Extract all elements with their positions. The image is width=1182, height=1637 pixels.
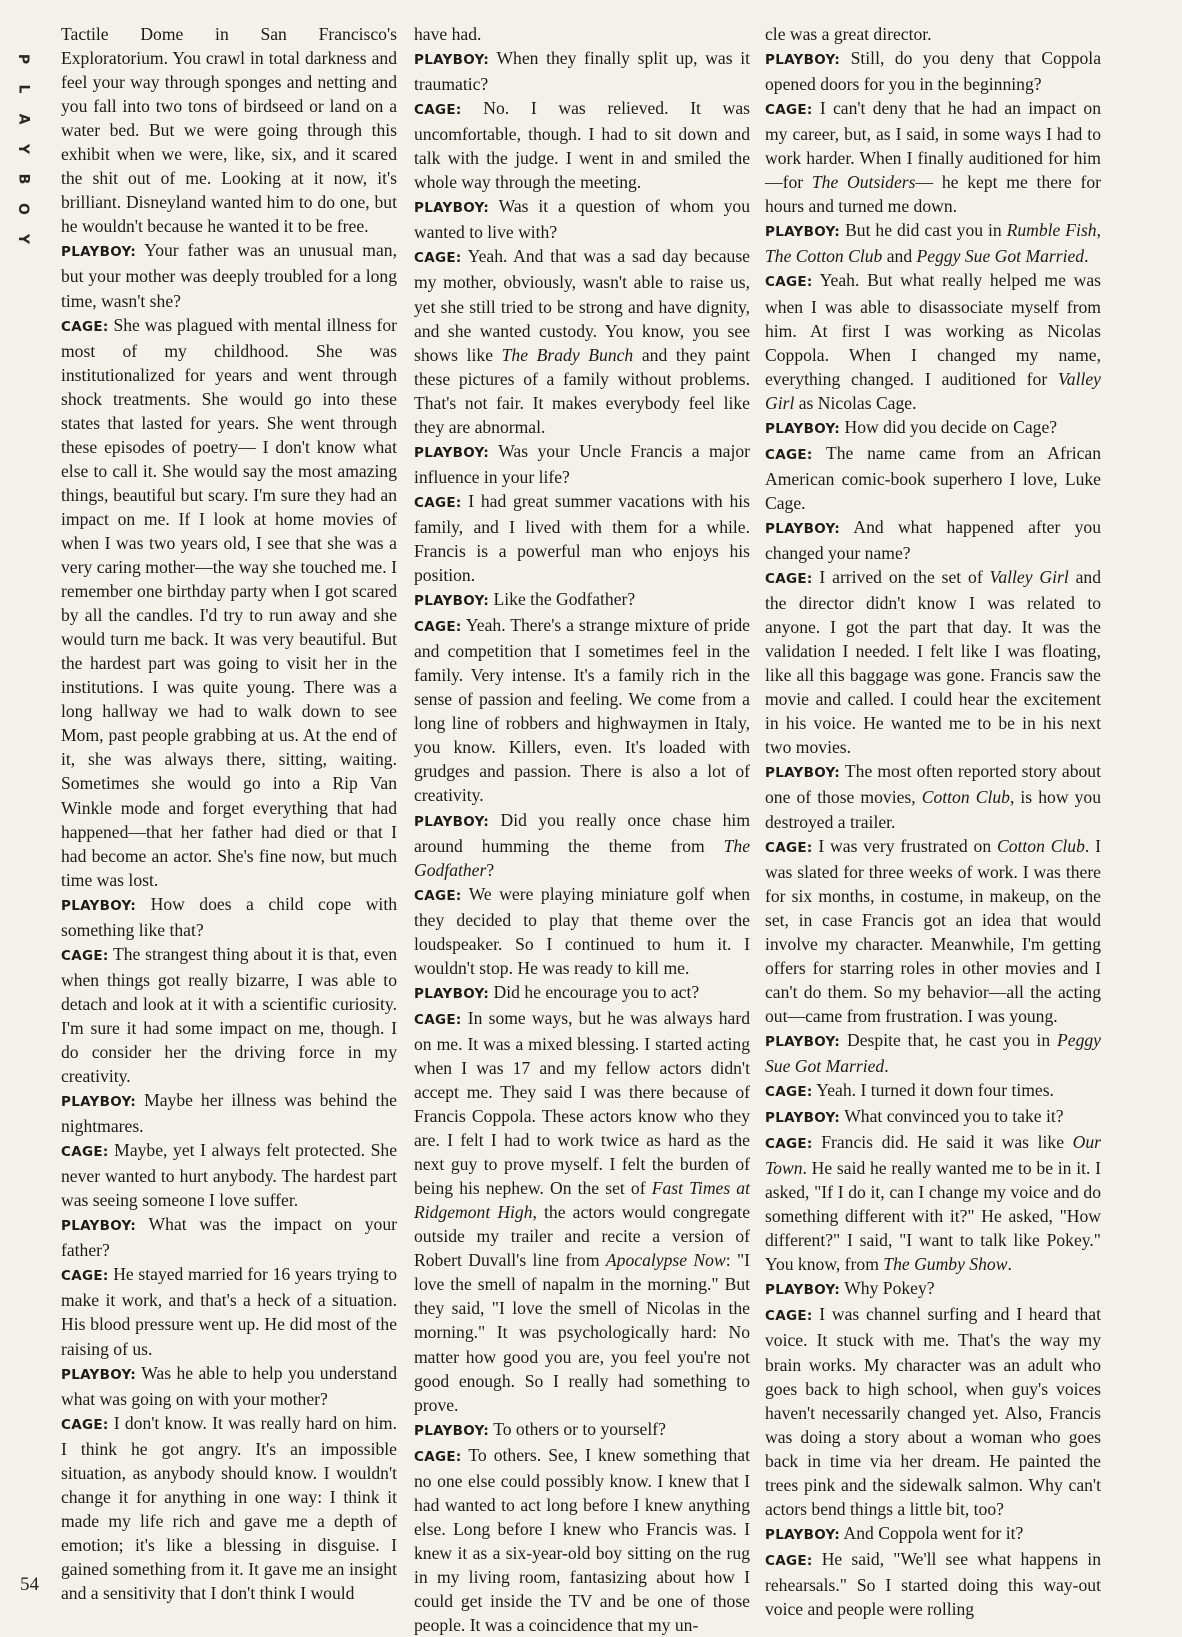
paragraph: CAGE: He said, "We'll see what happens in rehearsals." So I started doing this way-out voice and people were rolling [765,1548,1101,1619]
paragraph: CAGE: Yeah. But what really helped me was when I was able to disassociate myself from him. At first I was working as Nicolas Coppola. When I changed my name, everything changed. I auditioned for Valley Girl as Nicolas Cage. [765,270,1101,413]
paragraph: CAGE: I arrived on the set of Valley Girl and the director didn't know I was related to anyone. I got the part that day. It was the validation I needed. I felt like I was floating, like all this baggage was gone. Francis saw the movie and called. I could hear the excitement in his voice. He wanted me to be in his next two movies. [765,567,1101,758]
article-columns [61,22,1168,1636]
paragraph: CAGE: The name came from an African American comic-book superhero I love, Luke Cage. [765,442,1101,513]
paragraph: PLAYBOY: Your father was an unusual man, but your mother was deeply troubled for a long time, wasn't she? [61,240,397,311]
paragraph: PLAYBOY: Was your Uncle Francis a major influence in your life? [414,440,750,487]
paragraph: PLAYBOY: What was the impact on your father? [61,1214,397,1261]
page-number: 54 [20,1574,39,1595]
paragraph: PLAYBOY: Still, do you deny that Coppola opened doors for you in the beginning? [765,48,1101,95]
paragraph: CAGE: I can't deny that he had an impact on my career, but, as I said, in some ways I had to work harder. When I finally auditioned for him—for The Outsiders— he kept me there for hours and turned me down. [765,98,1102,217]
paragraph: PLAYBOY: What convinced you to take it? [765,1106,1064,1127]
paragraph: CAGE: No. I was relieved. It was uncomfortable, though. I had to sit down and talk with the judge. I went in and smiled the whole way through the meeting. [414,98,750,193]
column-1 [61,22,397,1605]
paragraph: CAGE: Yeah. There's a strange mixture of pride and competition that I sometimes feel in the family. Very intense. It's a family rich in the sense of passion and feeling. We come from a long line of robbers and highwaymen in Italy, you know. Killers, even. It's loaded with grudges and passion. There is also a lot of creativity. [414,615,750,806]
paragraph: CAGE: Yeah. I turned it down four times. [765,1080,1054,1101]
paragraph: CAGE: In some ways, but he was always hard on me. It was a mixed blessing. I started acting when I was 17 and my fellow actors didn't accept me. They said I was there because of Francis Coppola. These actors know who they are. I felt I had to work twice as hard as the next guy to prove myself. I felt the burden of being his nephew. On the set of Fast Times at Ridgemont High, the actors would congregate outside my trailer and recite a version of Robert Duvall's line from Apocalypse Now: "I love the smell of napalm in the morning." But they said, "I love the smell of Nicolas in the morning." It was psychologically hard: No matter how good you are, you feel you're not good enough. So I really had something to prove. [414,1007,751,1415]
paragraph: PLAYBOY: Despite that, he cast you in Peggy Sue Got Married. [765,1029,1101,1076]
sidebar-letter: B [14,173,31,185]
paragraph: CAGE: I had great summer vacations with his family, and I lived with them for a while. Francis is a powerful man who enjoys his position. [414,490,750,586]
sidebar-letter: O [15,203,31,215]
paragraph: CAGE: Yeah. And that was a sad day because my mother, obviously, wasn't able to raise us, yet she still tried to be strong and have dignity, and she wanted custody. You know, you see shows like The Brady Bunch and they paint these pictures of a family without problems. That's not fair. It makes everybody feel like they are abnormal. [414,246,750,437]
sidebar-letter: Y [14,143,31,155]
sidebar-letter: Y [14,233,31,245]
paragraph: PLAYBOY: Did he encourage you to act? [414,981,700,1002]
paragraph: CAGE: He stayed married for 16 years trying to make it work, and that's a heck of a situation. His blood pressure went up. He did most of the raising of us. [61,1264,397,1359]
paragraph: PLAYBOY: Maybe her illness was behind the nightmares. [61,1090,397,1137]
paragraph: PLAYBOY: How does a child cope with something like that? [61,893,397,940]
paragraph: PLAYBOY: Was it a question of whom you wanted to live with? [414,196,750,243]
paragraph: CAGE: To others. See, I knew something that no one else could possibly know. I knew that I had wanted to act long before I knew anything else. Long before I knew who Francis was. I knew it as a six-year-old boy sitting on the rug in my living room, fantasizing about how I could get inside the TV and be one of those people. It was a coincidence that my un- [414,1444,750,1636]
paragraph: cle was a great director. [765,24,932,44]
paragraph: PLAYBOY: How did you decide on Cage? [765,416,1058,437]
paragraph: CAGE: We were playing miniature golf when they decided to play that theme over the loudspeaker. So I continued to hum it. I wouldn't stop. He was ready to kill me. [414,883,750,978]
paragraph: PLAYBOY: The most often reported story about one of those movies, Cotton Club, is how you destroyed a trailer. [765,761,1101,832]
paragraph: PLAYBOY: And Coppola went for it? [765,1522,1024,1543]
paragraph: PLAYBOY: To others or to yourself? [414,1418,666,1439]
paragraph: Tactile Dome in San Francisco's Exploratorium. You crawl in total darkness and feel your way through sponges and netting and you fall into two tons of birdseed or land on a water bed. But we were going through this exhibit when we were, like, six, and it scared the shit out of me. Looking at it now, it's brilliant. Disneyland wanted him to do one, but he wouldn't because he wanted it to be free. [61,24,397,237]
paragraph: CAGE: I was channel surfing and I heard that voice. It stuck with me. That's the way my brain works. My character was an adult who goes back to high school, when guy's voices haven't necessarily changed yet. Also, Francis was doing a story about a woman who goes back in time via her dream. He painted the trees pink and the sidewalk salmon. Why can't actors bend things a little bit, too? [765,1304,1101,1519]
paragraph: have had. [414,24,482,44]
magazine-sidebar [8,44,38,254]
paragraph: PLAYBOY: Why Pokey? [765,1278,935,1299]
sidebar-letter: A [15,113,31,125]
column-3 [765,22,1101,1621]
paragraph: CAGE: Maybe, yet I always felt protected. She never wanted to hurt anybody. The hardest part was seeing someone I love suffer. [61,1140,397,1211]
paragraph: CAGE: I was very frustrated on Cotton Club. I was slated for three weeks of work. I was there for six months, in costume, in makeup, on the set, in case Francis got an idea that would involve my character. Meanwhile, I'm getting offers for starring roles in other movies and I can't do them. So my behavior—all the acting out—came from frustration. I was young. [765,835,1101,1026]
column-2 [414,22,750,1637]
paragraph: CAGE: Francis did. He said it was like Our Town. He said he really wanted me to be in it. I asked, "If I do it, can I change my voice and do something different with it?" He asked, "How different?" I said, "I want to talk like Pokey." You know, from The Gumby Show. [765,1132,1101,1275]
sidebar-letter: L [14,84,31,94]
paragraph: CAGE: I don't know. It was really hard on him. I think he got angry. It's an impossible situation, as anybody should know. I wouldn't change it for anything in one way: I think it made my life rich and gave me a depth of emotion; it's like a blessing in disguise. I gained something from it. It gave me an insight and a sensitivity that I don't think I would [61,1412,397,1603]
paragraph: CAGE: She was plagued with mental illness for most of my childhood. She was institutionalized for years and went through shock treatments. She would go into these states that lasted for years. She went through these episodes of poetry— I don't know what else to call it. She would say the most amazing things, beautiful but scary. I'm sure they had an impact on me. If I look at home movies of when I was two years old, I see that she was a very caring mother—the way she touched me. I remember one birthday party when I got scared by all the candles. I'd try to run away and she would turn me back. It was very beautiful. But the hardest part was going to visit her in the institutions. I was quite young. There was a long hallway we had to walk down to see Mom, past people grabbing at us. At the end of it, she was always there, sitting, waiting. Sometimes she would go into a Rip Van Winkle mode and forget everything that had happened—that her father had died or that I had become an actor. She's fine now, but much time was lost. [61,314,397,890]
paragraph: PLAYBOY: Did you really once chase him around humming the theme from The Godfather? [414,809,750,880]
paragraph: PLAYBOY: Like the Godfather? [414,589,636,610]
paragraph: PLAYBOY: When they finally split up, was it traumatic? [414,48,750,95]
sidebar-letter: P [14,53,31,65]
paragraph: PLAYBOY: But he did cast you in Rumble Fish, The Cotton Club and Peggy Sue Got Married. [765,220,1101,267]
paragraph: CAGE: The strangest thing about it is that, even when things got really bizarre, I was able to detach and look at it with a scientific curiosity. I'm sure it had some impact on me, though. I do consider her the driving force in my creativity. [61,943,397,1087]
paragraph: PLAYBOY: Was he able to help you understand what was going on with your mother? [61,1362,397,1409]
paragraph: PLAYBOY: And what happened after you changed your name? [765,516,1101,563]
